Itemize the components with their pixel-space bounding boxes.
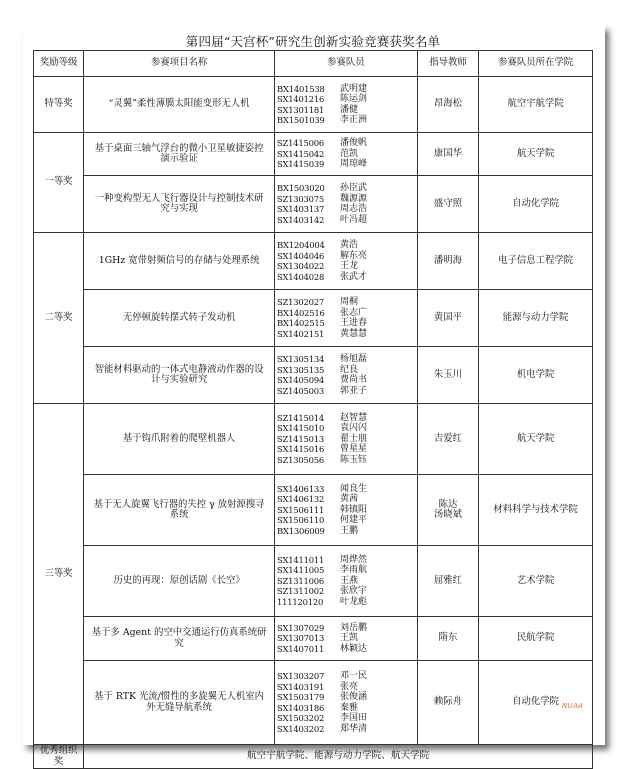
nuaa-logo: NUAA — [562, 702, 584, 710]
member-line — [277, 215, 415, 226]
team-members — [274, 347, 417, 404]
member-line — [277, 555, 415, 566]
student-name: 叶龙彪 — [339, 596, 367, 607]
team-members — [274, 176, 417, 233]
advisor: 黄国平 — [417, 290, 478, 347]
student-name: 韩镇阳 — [339, 504, 367, 515]
member-line — [277, 272, 415, 283]
member-line — [277, 455, 415, 466]
student-name: 纪良 — [339, 364, 358, 375]
member-line — [277, 261, 415, 272]
header-teacher: 指导教师 — [417, 51, 478, 77]
student-name: 周琼峰 — [339, 159, 367, 170]
student-id: SX1402151 — [276, 328, 325, 339]
member-line — [277, 671, 415, 682]
team-members — [274, 404, 417, 475]
table-row — [34, 233, 593, 290]
student-name: 周烨然 — [339, 554, 367, 565]
student-name: 张武才 — [339, 271, 367, 282]
student-name: 费尚书 — [339, 375, 367, 385]
student-id: SX1403137 — [276, 204, 325, 214]
college: 航天学院 — [479, 133, 593, 176]
member-line — [277, 386, 415, 397]
student-name: 黄浩 — [339, 240, 358, 250]
student-id: SX1303207 — [276, 671, 325, 681]
member-line — [277, 494, 415, 505]
student-id: SX1307029 — [276, 622, 325, 633]
member-line — [277, 713, 415, 724]
project-name: 1GHz 宽带射频信号的存储与处理系统 — [84, 233, 275, 290]
student-name: 曾星星 — [339, 444, 367, 455]
member-line — [277, 724, 415, 735]
student-id: SZ1405003 — [276, 385, 325, 396]
student-id: BX1306009 — [276, 525, 325, 536]
student-name: 张俊涵 — [339, 692, 367, 702]
student-name: 秦雅 — [339, 702, 358, 713]
student-id: SX1506111 — [276, 504, 325, 515]
member-line — [277, 692, 415, 703]
student-id: SX1305134 — [276, 354, 325, 364]
table-body — [34, 77, 593, 745]
advisor: 屈雅红 — [417, 546, 478, 617]
advisor: 赖际舟 — [417, 661, 478, 745]
student-id: SX1506110 — [276, 515, 325, 526]
advisor: 潘明海 — [417, 233, 478, 290]
advisor: 吉爱红 — [417, 404, 478, 475]
footer-level: 优秀组织奖 — [34, 745, 84, 769]
member-line — [277, 329, 415, 340]
student-name: 杨旭磊 — [339, 354, 367, 364]
student-name: 黄慧慧 — [339, 328, 367, 339]
member-line — [277, 576, 415, 587]
student-name: 赵智慧 — [339, 412, 367, 423]
student-id: SX1405094 — [276, 375, 325, 385]
team-members — [274, 290, 417, 347]
student-id: SX1304022 — [276, 261, 325, 271]
student-name: 邓一民 — [339, 671, 367, 681]
footer-colleges: 航空宇航学院、能源与动力学院、航天学院 — [84, 745, 593, 769]
college: 航天学院 — [479, 404, 593, 475]
student-name: 李正洲 — [339, 115, 367, 125]
project-name: 一种变构型无人飞行器设计与控制技术研究与实现 — [84, 176, 275, 233]
student-name: 张欣宇 — [339, 586, 367, 597]
student-name: 王进春 — [339, 318, 367, 328]
header-college: 参赛队员所在学院 — [479, 51, 593, 77]
table-row — [34, 661, 593, 745]
student-id: BX1503020 — [276, 183, 325, 193]
team-members — [274, 617, 417, 661]
student-id: SX1403186 — [276, 702, 325, 713]
student-id: SX1415016 — [276, 444, 325, 455]
student-id: SX1404028 — [276, 271, 325, 282]
student-name: 林颖达 — [339, 643, 367, 654]
table-header-row — [34, 51, 593, 77]
student-id: SZ1302027 — [276, 297, 325, 307]
student-id: SZ1415013 — [276, 433, 325, 444]
student-id: SX1411005 — [276, 565, 325, 576]
table-row — [34, 475, 593, 546]
student-name: 张志广 — [339, 307, 367, 318]
member-line — [277, 105, 415, 116]
header-team: 参赛队员 — [274, 51, 417, 77]
footer-row — [34, 745, 593, 769]
student-id: BX1402516 — [276, 307, 325, 318]
award-level: 一等奖 — [34, 133, 84, 233]
student-name: 李雨航 — [339, 565, 367, 576]
award-document — [33, 33, 593, 769]
member-line — [277, 354, 415, 365]
team-members — [274, 133, 417, 176]
advisor: 陈达 汤晓斌 — [417, 475, 478, 546]
member-line — [277, 297, 415, 308]
member-line — [277, 586, 415, 597]
student-name: 翟士朋 — [339, 433, 367, 444]
student-name: 潘健 — [339, 104, 358, 115]
advisor: 隋东 — [417, 617, 478, 661]
student-name: 郑华清 — [339, 723, 367, 734]
project-name: 基于钩爪附着的爬壁机器人 — [84, 404, 275, 475]
advisor: 昂海松 — [417, 77, 478, 133]
student-name: 张亮 — [339, 681, 358, 692]
award-level: 特等奖 — [34, 77, 84, 133]
table-row — [34, 133, 593, 176]
header-level: 奖励等级 — [34, 51, 84, 77]
member-line — [277, 515, 415, 526]
member-line — [277, 204, 415, 215]
member-line — [277, 365, 415, 376]
student-name: 解东亮 — [339, 250, 367, 261]
student-id: SX1403191 — [276, 681, 325, 692]
college: 民航学院 — [479, 617, 593, 661]
college: 能源与动力学院 — [479, 290, 593, 347]
student-name: 武明建 — [339, 83, 367, 94]
member-line — [277, 318, 415, 329]
student-name: 王燕 — [339, 575, 358, 586]
student-name: 王鹏 — [339, 525, 358, 536]
student-name: 周志浩 — [339, 204, 367, 214]
member-line — [277, 597, 415, 608]
student-name: 闻良生 — [339, 483, 367, 494]
student-name: 刘岳鹏 — [339, 622, 367, 633]
student-id: SX1301181 — [276, 104, 325, 115]
student-id: BX1204004 — [276, 240, 325, 250]
student-id: SX1307013 — [276, 633, 325, 644]
document-title: 第四届“天宫杯”研究生创新实验竞赛获奖名单 — [185, 34, 441, 49]
college: 自动化学院 — [479, 661, 593, 745]
member-line — [277, 149, 415, 160]
member-line — [277, 434, 415, 445]
college: 艺术学院 — [479, 546, 593, 617]
member-line — [277, 423, 415, 434]
student-id: SX1415042 — [276, 148, 325, 159]
award-level: 二等奖 — [34, 233, 84, 404]
student-name: 范凯 — [339, 148, 358, 159]
student-name: 王龙 — [339, 261, 358, 271]
advisor: 朱玉川 — [417, 347, 478, 404]
member-line — [277, 633, 415, 644]
member-line — [277, 115, 415, 126]
student-id: BX1402515 — [276, 318, 325, 328]
student-name: 李国田 — [339, 713, 367, 723]
student-name: 黄茜 — [339, 494, 358, 505]
student-id: SZ1415006 — [276, 138, 325, 149]
student-name: 孙臣武 — [339, 183, 367, 193]
project-name: 无停顿旋转摆式转子发动机 — [84, 290, 275, 347]
student-name: 叶冯超 — [339, 214, 367, 225]
college: 自动化学院 — [479, 176, 593, 233]
project-name: 基于桌面三轴气浮台的微小卫星敏捷姿控演示验证 — [84, 133, 275, 176]
member-line — [277, 444, 415, 455]
member-line — [277, 413, 415, 424]
table-row — [34, 77, 593, 133]
student-name: 周桐 — [339, 297, 358, 307]
project-name: 基于 RTK 光流/惯性的多旋翼无人机室内外无缝导航系统 — [84, 661, 275, 745]
member-line — [277, 623, 415, 634]
student-name: 袁闪闪 — [339, 423, 367, 434]
student-id: SX1401216 — [276, 94, 325, 104]
student-id: SX1407011 — [276, 643, 325, 654]
table-row — [34, 546, 593, 617]
team-members — [274, 546, 417, 617]
advisor: 盛守照 — [417, 176, 478, 233]
student-id: SX1406133 — [276, 483, 325, 494]
student-id: SZ1305056 — [276, 454, 325, 465]
student-id: SX1411011 — [276, 554, 325, 565]
student-id: SX1403202 — [276, 723, 325, 734]
student-id: BX1401538 — [276, 83, 325, 94]
member-line — [277, 138, 415, 149]
student-id: SX1403142 — [276, 214, 325, 225]
member-line — [277, 240, 415, 251]
student-id: 111120120 — [276, 596, 324, 607]
student-id: SX1406132 — [276, 494, 325, 505]
table-row — [34, 347, 593, 404]
college: 航空宇航学院 — [479, 77, 593, 133]
student-id: SX1305135 — [276, 364, 325, 375]
member-line — [277, 308, 415, 319]
student-name: 陈玉钰 — [339, 454, 367, 465]
team-members — [274, 77, 417, 133]
member-line — [277, 94, 415, 105]
award-level: 三等奖 — [34, 404, 84, 745]
student-id: SX1404046 — [276, 250, 325, 261]
project-name: “灵翼”柔性薄膜太阳能变形无人机 — [84, 77, 275, 133]
student-id: SX1415039 — [276, 159, 325, 170]
student-id: SX1503179 — [276, 692, 325, 702]
student-id: BX1501039 — [276, 115, 325, 125]
member-line — [277, 484, 415, 495]
student-name: 魏源源 — [339, 193, 367, 204]
student-id: SZ1303075 — [276, 193, 325, 204]
project-name: 基于无人旋翼飞行器的失控 γ 放射源搜寻系统 — [84, 475, 275, 546]
team-members — [274, 475, 417, 546]
team-members — [274, 233, 417, 290]
member-line — [277, 375, 415, 386]
project-name: 智能材料驱动的一体式电静液动作器的设计与实验研究 — [84, 347, 275, 404]
table-row — [34, 290, 593, 347]
header-project: 参赛项目名称 — [84, 51, 275, 77]
table-row — [34, 617, 593, 661]
student-name: 何建平 — [339, 515, 367, 526]
member-line — [277, 644, 415, 655]
member-line — [277, 505, 415, 516]
table-row — [34, 404, 593, 475]
member-line — [277, 159, 415, 170]
student-id: SX1415010 — [276, 423, 325, 434]
student-name: 陈运剑 — [339, 94, 367, 104]
member-line — [277, 183, 415, 194]
project-name: 历史的再现：原创话剧《长空》 — [84, 546, 275, 617]
student-id: SZ1311006 — [276, 575, 325, 586]
member-line — [277, 84, 415, 95]
student-name: 潘俊帆 — [339, 138, 367, 149]
member-line — [277, 703, 415, 714]
member-line — [277, 251, 415, 262]
table-row — [34, 176, 593, 233]
award-table — [33, 50, 593, 769]
project-name: 基于多 Agent 的空中交通运行仿真系统研究 — [84, 617, 275, 661]
document-page — [23, 25, 605, 767]
student-name: 郭亚子 — [339, 385, 367, 396]
student-name: 王凯 — [339, 633, 358, 644]
college: 机电学院 — [479, 347, 593, 404]
member-line — [277, 194, 415, 205]
team-members — [274, 661, 417, 745]
member-line — [277, 565, 415, 576]
student-id: SX1503202 — [276, 713, 325, 723]
student-id: SZ1415014 — [276, 412, 325, 423]
advisor: 康国华 — [417, 133, 478, 176]
member-line — [277, 682, 415, 693]
member-line — [277, 526, 415, 537]
college: 材料科学与技术学院 — [479, 475, 593, 546]
college: 电子信息工程学院 — [479, 233, 593, 290]
student-id: SZ1311002 — [276, 586, 325, 597]
